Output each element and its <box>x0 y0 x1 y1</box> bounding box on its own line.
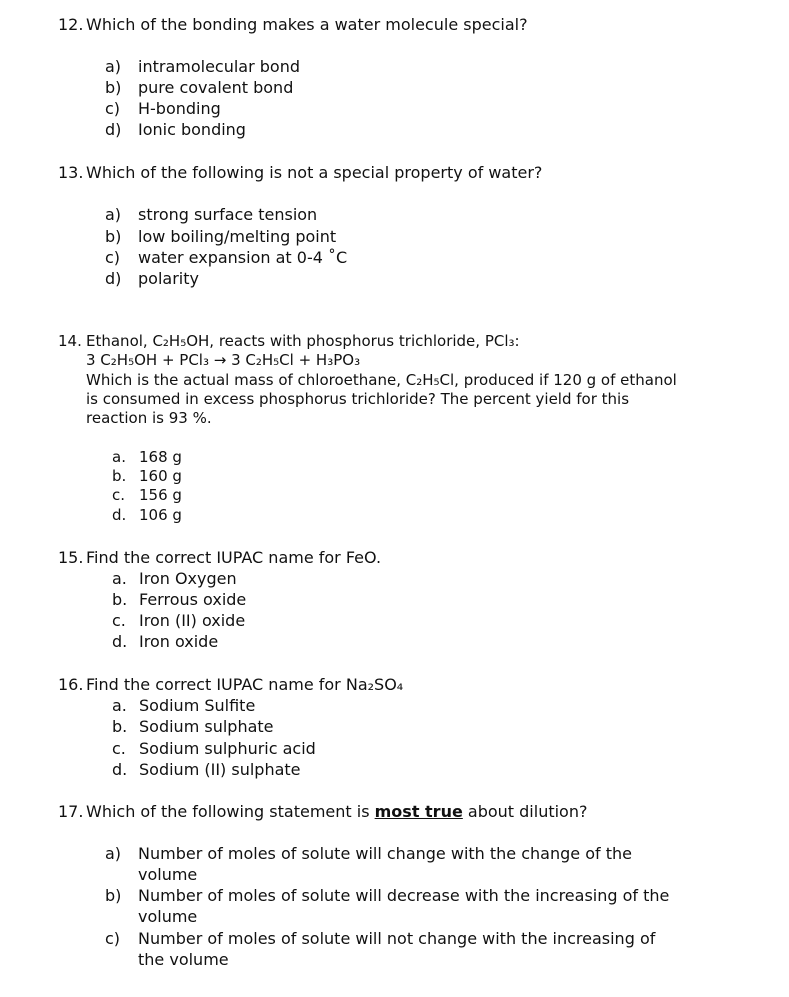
question-text: about dilution? <box>462 802 588 821</box>
question-text: Which of the bonding makes a water molecule special? <box>86 15 528 34</box>
option-item <box>105 247 347 268</box>
option-text: 156 g <box>139 486 182 504</box>
option-text: Sodium sulphate <box>139 717 274 736</box>
option-label: c. <box>112 611 126 630</box>
option-text: 160 g <box>139 467 182 485</box>
option-text: intramolecular bond <box>138 57 300 76</box>
option-item <box>112 506 182 525</box>
option-item <box>112 716 274 737</box>
option-item <box>105 56 300 77</box>
question-text: Ethanol, C₂H₅OH, reacts with phosphorus trichloride, PCl₃: <box>86 332 520 350</box>
option-text: pure covalent bond <box>138 78 294 97</box>
option-text: strong surface tension <box>138 205 318 224</box>
option-label: c. <box>112 486 126 504</box>
option-label: b) <box>105 78 122 97</box>
question-number: 16. <box>58 675 84 694</box>
option-text: Sodium (II) sulphate <box>139 760 301 779</box>
option-text: Ionic bonding <box>138 120 246 139</box>
question-text: Which of the following statement is <box>86 802 375 821</box>
option-item <box>112 695 255 716</box>
option-label: c) <box>105 99 121 118</box>
option-text: Number of moles of solute will change with the change of the <box>138 844 632 863</box>
question-number: 13. <box>58 163 84 182</box>
option-text: Iron oxide <box>139 632 219 651</box>
option-item <box>112 448 182 467</box>
option-text: Sodium sulphuric acid <box>139 739 316 758</box>
option-text: Iron Oxygen <box>139 569 237 588</box>
option-label: d) <box>105 120 122 139</box>
option-text: low boiling/melting point <box>138 227 337 246</box>
option-label: a) <box>105 57 122 76</box>
option-label: b. <box>112 590 128 609</box>
option-item <box>105 843 632 864</box>
option-text: Number of moles of solute will not change with the increasing of <box>138 929 656 948</box>
question-number: 15. <box>58 548 84 567</box>
option-label: d. <box>112 506 127 524</box>
option-item <box>112 589 246 610</box>
question-number: 14. <box>58 332 82 350</box>
option-item <box>112 568 237 589</box>
option-text: Ferrous oxide <box>139 590 247 609</box>
question-16 <box>58 674 403 695</box>
option-item <box>112 759 301 780</box>
question-15 <box>58 547 381 568</box>
option-item <box>112 486 182 505</box>
option-text-continued: volume <box>138 907 198 926</box>
option-label: b. <box>112 717 128 736</box>
question-text: Which of the following is not a special property of water? <box>86 163 543 182</box>
option-label: a) <box>105 205 122 224</box>
question-text-line: is consumed in excess phosphorus trichloride? The percent yield for this <box>86 390 630 408</box>
option-label: c) <box>105 248 121 267</box>
option-item <box>105 98 221 119</box>
option-item <box>112 610 245 631</box>
question-text-line: reaction is 93 %. <box>86 409 212 427</box>
emphasized-text: most true <box>374 802 463 821</box>
question-text: Find the correct IUPAC name for Na₂SO₄ <box>86 675 404 694</box>
option-label: a. <box>112 569 127 588</box>
option-text: Number of moles of solute will decrease with the increasing of the <box>138 886 670 905</box>
option-text: H-bonding <box>138 99 221 118</box>
option-label: a. <box>112 448 126 466</box>
question-text-line: Which is the actual mass of chloroethane, C₂H₅Cl, produced if 120 g of ethanol <box>86 371 677 389</box>
option-label: d) <box>105 269 122 288</box>
question-13 <box>58 162 542 183</box>
option-text: 106 g <box>139 506 182 524</box>
option-label: c. <box>112 739 126 758</box>
option-text: polarity <box>138 269 199 288</box>
option-item <box>105 119 246 140</box>
option-text: Sodium Sulfite <box>139 696 256 715</box>
option-label: a. <box>112 696 127 715</box>
option-item <box>105 928 655 949</box>
option-label: b) <box>105 886 122 905</box>
question-17 <box>58 801 587 822</box>
option-item <box>105 77 293 98</box>
question-12 <box>58 14 528 35</box>
question-number: 17. <box>58 802 84 821</box>
option-label: c) <box>105 929 121 948</box>
option-item <box>112 738 316 759</box>
option-item <box>112 631 218 652</box>
option-label: b) <box>105 227 122 246</box>
option-text: 168 g <box>139 448 182 466</box>
option-item <box>112 467 182 486</box>
option-label: a) <box>105 844 122 863</box>
reaction-equation: 3 C₂H₅OH + PCl₃ → 3 C₂H₅Cl + H₃PO₃ <box>86 351 361 369</box>
option-text-continued: volume <box>138 865 198 884</box>
question-text: Find the correct IUPAC name for FeO. <box>86 548 382 567</box>
option-item <box>105 885 669 906</box>
option-label: d. <box>112 632 128 651</box>
option-text-continued: the volume <box>138 950 229 969</box>
question-14 <box>58 332 520 351</box>
option-item <box>105 226 336 247</box>
option-text: Iron (II) oxide <box>139 611 246 630</box>
option-label: d. <box>112 760 128 779</box>
option-text: water expansion at 0-4 ˚C <box>138 248 348 267</box>
question-number: 12. <box>58 15 84 34</box>
option-label: b. <box>112 467 127 485</box>
option-item <box>105 268 199 289</box>
option-item <box>105 204 317 225</box>
